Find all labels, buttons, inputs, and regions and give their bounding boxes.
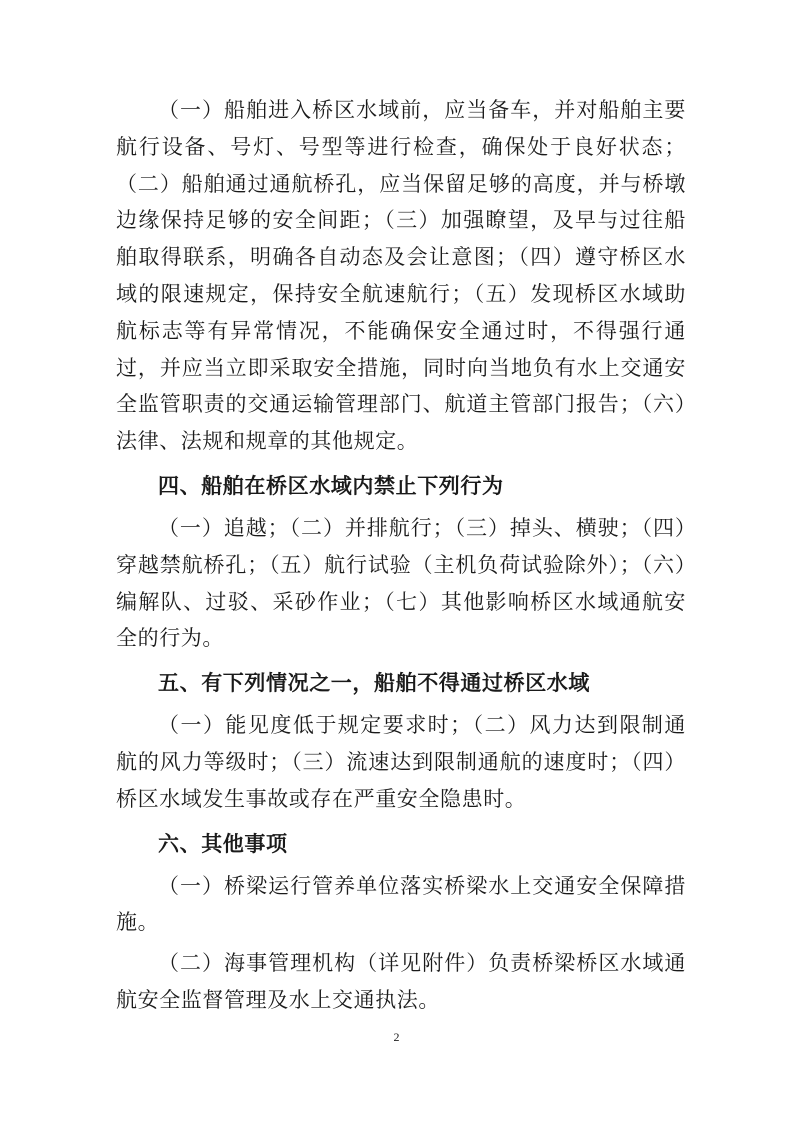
paragraph-no-passage-conditions: （一）能见度低于规定要求时；（二）风力达到限制通航的风力等级时；（三）流速达到限制通航的速度时；（四）桥区水域发生事故或存在严重安全隐患时。 bbox=[116, 713, 686, 811]
heading-prohibited-acts: 四、船舶在桥区水域内禁止下列行为 bbox=[158, 473, 504, 498]
page-number: 2 bbox=[393, 1030, 400, 1044]
paragraph-other-matters-1: （一）桥梁运行管养单位落实桥梁水上交通安全保障措施。 bbox=[116, 873, 686, 935]
heading-other-matters: 六、其他事项 bbox=[158, 831, 288, 856]
heading-no-passage-conditions: 五、有下列情况之一，船舶不得通过桥区水域 bbox=[158, 671, 590, 696]
paragraph-other-matters-2: （二）海事管理机构（详见附件）负责桥梁桥区水域通航安全监督管理及水上交通执法。 bbox=[116, 951, 686, 1012]
document-body bbox=[116, 92, 686, 1019]
paragraph-prohibited-acts: （一）追越；（二）并排航行；（三）掉头、横驶；（四）穿越禁航桥孔；（五）航行试验（主机负荷试验除外）；（六）编解队、过驳、采砂作业；（七）其他影响桥区水域通航安全的行为。 bbox=[116, 515, 686, 651]
paragraph-measures-when-passing: （一）船舶进入桥区水域前，应当备车，并对船舶主要航行设备、号灯、号型等进行检查，确保处于良好状态；（二）船舶通过通航桥孔，应当保留足够的高度，并与桥墩边缘保持足够的安全间距；（三）加强瞭望，及早与过往船舶取得联系，明确各自动态及会让意图；（四）遵守桥区水域的限速规定，保持安全航速航行；（五）发现桥区水域助航标志等有异常情况，不能确保安全通过时，不得强行通过，并应当立即采取安全措施，同时向当地负有水上交通安全监管职责的交通运输管理部门、航道主管部门报告；（六）法律、法规和规章的其他规定。 bbox=[116, 98, 686, 454]
paragraph-gap bbox=[116, 818, 686, 822]
paragraph-gap bbox=[116, 657, 686, 661]
paragraph-gap bbox=[116, 460, 686, 464]
